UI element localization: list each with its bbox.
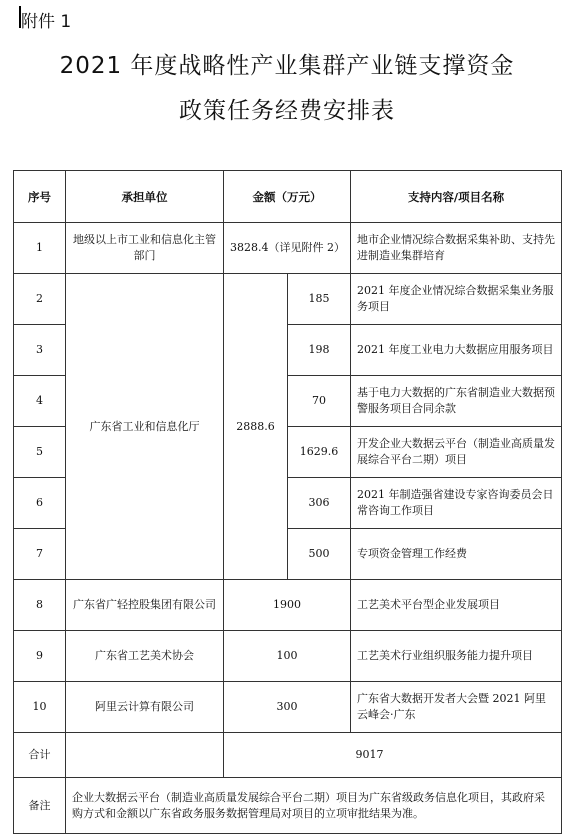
row-content: 广东省大数据开发者大会暨 2021 阿里云峰会·广东: [351, 682, 562, 733]
total-amount: 9017: [224, 733, 562, 778]
row-no: 7: [14, 529, 66, 580]
row-no: 10: [14, 682, 66, 733]
row-unit: 广东省广轻控股集团有限公司: [66, 580, 224, 631]
note-text: 企业大数据云平台（制造业高质量发展综合平台二期）项目为广东省级政务信息化项目，其政府采购方式和金额以广东省政务服务数据管理局对项目的立项审批结果为准。: [66, 778, 562, 834]
group-unit: 广东省工业和信息化厅: [66, 274, 224, 580]
table-row: [14, 631, 562, 682]
note-row: [14, 778, 562, 834]
row-unit: 广东省工艺美术协会: [66, 631, 224, 682]
row-amount: 100: [224, 631, 351, 682]
row-content: 地市企业情况综合数据采集补助、支持先进制造业集群培育: [351, 223, 562, 274]
table-row: [14, 682, 562, 733]
row-content: 2021 年度工业电力大数据应用服务项目: [351, 325, 562, 376]
total-row: [14, 733, 562, 778]
row-amount: 300: [224, 682, 351, 733]
row-no: 4: [14, 376, 66, 427]
row-no: 3: [14, 325, 66, 376]
row-no: 9: [14, 631, 66, 682]
row-content: 2021 年度企业情况综合数据采集业务服务项目: [351, 274, 562, 325]
note-label: 备注: [14, 778, 66, 834]
header-amount: 金额（万元）: [224, 171, 351, 223]
total-blank: [66, 733, 224, 778]
row-content: 专项资金管理工作经费: [351, 529, 562, 580]
row-no: 2: [14, 274, 66, 325]
row-content: 基于电力大数据的广东省制造业大数据预警服务项目合同余款: [351, 376, 562, 427]
row-no: 1: [14, 223, 66, 274]
row-sub-amount: 1629.6: [288, 427, 351, 478]
row-sub-amount: 306: [288, 478, 351, 529]
page-title-line-1: 2021 年度战略性产业集群产业链支撑资金: [59, 53, 515, 79]
row-sub-amount: 500: [288, 529, 351, 580]
row-no: 6: [14, 478, 66, 529]
row-no: 5: [14, 427, 66, 478]
total-label: 合计: [14, 733, 66, 778]
row-content: 开发企业大数据云平台（制造业高质量发展综合平台二期）项目: [351, 427, 562, 478]
funding-table: [13, 170, 562, 834]
table-row: [14, 274, 562, 325]
row-unit: 阿里云计算有限公司: [66, 682, 224, 733]
row-amount: 3828.4（详见附件 2）: [224, 223, 351, 274]
header-unit: 承担单位: [66, 171, 224, 223]
table-header-row: [14, 171, 562, 223]
row-content: 工艺美术平台型企业发展项目: [351, 580, 562, 631]
attachment-label: 附件 1: [21, 12, 72, 32]
page-title-line-2: 政策任务经费安排表: [179, 98, 395, 124]
row-sub-amount: 70: [288, 376, 351, 427]
row-content: 2021 年制造强省建设专家咨询委员会日常咨询工作项目: [351, 478, 562, 529]
row-sub-amount: 185: [288, 274, 351, 325]
header-no: 序号: [14, 171, 66, 223]
table-row: [14, 580, 562, 631]
row-content: 工艺美术行业组织服务能力提升项目: [351, 631, 562, 682]
row-sub-amount: 198: [288, 325, 351, 376]
row-unit: 地级以上市工业和信息化主管部门: [66, 223, 224, 274]
row-no: 8: [14, 580, 66, 631]
table-row: [14, 223, 562, 274]
header-content: 支持内容/项目名称: [351, 171, 562, 223]
group-amount: 2888.6: [224, 274, 288, 580]
row-amount: 1900: [224, 580, 351, 631]
